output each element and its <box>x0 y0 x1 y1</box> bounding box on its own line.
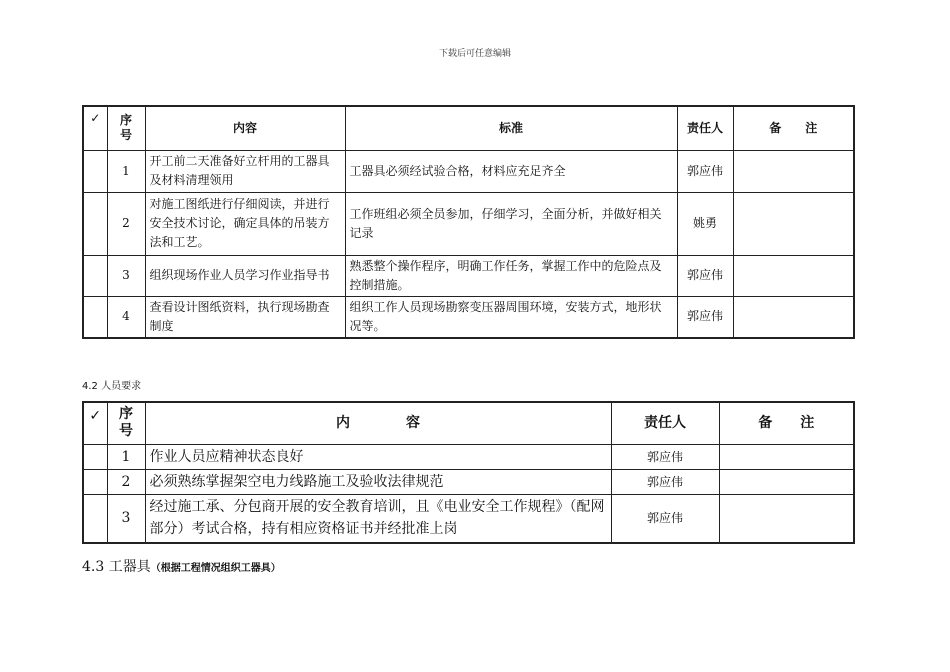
check-cell[interactable] <box>83 444 107 469</box>
section-heading-4-3 <box>82 556 281 576</box>
check-cell[interactable] <box>83 469 107 494</box>
preparation-table <box>82 105 855 339</box>
check-cell[interactable] <box>83 192 107 255</box>
check-header: ✓ <box>83 402 107 444</box>
remark-header: 备 注 <box>719 402 854 444</box>
table-row <box>83 150 854 192</box>
check-cell[interactable] <box>83 255 107 296</box>
table-row <box>83 296 854 338</box>
owner-cell: 姚勇 <box>677 192 733 255</box>
remark-cell <box>719 444 854 469</box>
content-cell: 查看设计图纸资料，执行现场勘查制度 <box>145 296 345 338</box>
seq-header: 序 号 <box>107 106 145 150</box>
owner-cell: 郭应伟 <box>611 469 719 494</box>
owner-cell: 郭应伟 <box>677 150 733 192</box>
standard-cell: 工器具必须经试验合格，材料应充足齐全 <box>345 150 677 192</box>
owner-cell: 郭应伟 <box>611 444 719 469</box>
check-cell[interactable] <box>83 150 107 192</box>
check-cell[interactable] <box>83 494 107 543</box>
table-row <box>83 469 854 494</box>
page-header: 下载后可任意编辑 <box>438 49 511 59</box>
owner-header: 责任人 <box>611 402 719 444</box>
table-header-row <box>83 402 854 444</box>
standard-cell: 工作班组必须全员参加，仔细学习，全面分析，并做好相关记录 <box>345 192 677 255</box>
check-header: ✓ <box>83 106 107 150</box>
check-cell[interactable] <box>83 296 107 338</box>
remark-cell <box>719 469 854 494</box>
remark-header: 备 注 <box>733 106 854 150</box>
personnel-table <box>82 401 855 544</box>
seq-cell: 3 <box>107 255 145 296</box>
table-header-row <box>83 106 854 150</box>
content-cell: 对施工图纸进行仔细阅读，并进行安全技术讨论，确定具体的吊装方法和工艺。 <box>145 192 345 255</box>
table-row <box>83 494 854 543</box>
standard-cell: 组织工作人员现场勘察变压器周围环境，安装方式，地形状况等。 <box>345 296 677 338</box>
section-heading-4-2: 4.2 人员要求 <box>82 381 142 392</box>
table-row <box>83 255 854 296</box>
content-cell: 作业人员应精神状态良好 <box>145 444 611 469</box>
seq-cell: 2 <box>107 192 145 255</box>
remark-cell <box>733 255 854 296</box>
content-header: 内容 <box>145 106 345 150</box>
seq-cell: 1 <box>107 444 145 469</box>
remark-cell <box>719 494 854 543</box>
content-cell: 经过施工承、分包商开展的安全教育培训，且《电业安全工作规程》（配网部分）考试合格，持有相应资格证书并经批准上岗 <box>145 494 611 543</box>
owner-cell: 郭应伟 <box>677 296 733 338</box>
standard-cell: 熟悉整个操作程序，明确工作任务，掌握工作中的危险点及控制措施。 <box>345 255 677 296</box>
remark-cell <box>733 150 854 192</box>
section-title: 4.3 工器具 <box>82 559 151 575</box>
table-row <box>83 192 854 255</box>
remark-cell <box>733 192 854 255</box>
content-cell: 组织现场作业人员学习作业指导书 <box>145 255 345 296</box>
content-header: 内 容 <box>145 402 611 444</box>
table-row <box>83 444 854 469</box>
section-note: （根据工程情况组织工器具） <box>150 563 281 574</box>
owner-cell: 郭应伟 <box>677 255 733 296</box>
content-cell: 开工前二天准备好立杆用的工器具及材料清理领用 <box>145 150 345 192</box>
seq-header: 序 号 <box>107 402 145 444</box>
seq-cell: 4 <box>107 296 145 338</box>
seq-cell: 1 <box>107 150 145 192</box>
content-cell: 必须熟练掌握架空电力线路施工及验收法律规范 <box>145 469 611 494</box>
standard-header: 标准 <box>345 106 677 150</box>
owner-header: 责任人 <box>677 106 733 150</box>
owner-cell: 郭应伟 <box>611 494 719 543</box>
seq-cell: 2 <box>107 469 145 494</box>
seq-cell: 3 <box>107 494 145 543</box>
remark-cell <box>733 296 854 338</box>
